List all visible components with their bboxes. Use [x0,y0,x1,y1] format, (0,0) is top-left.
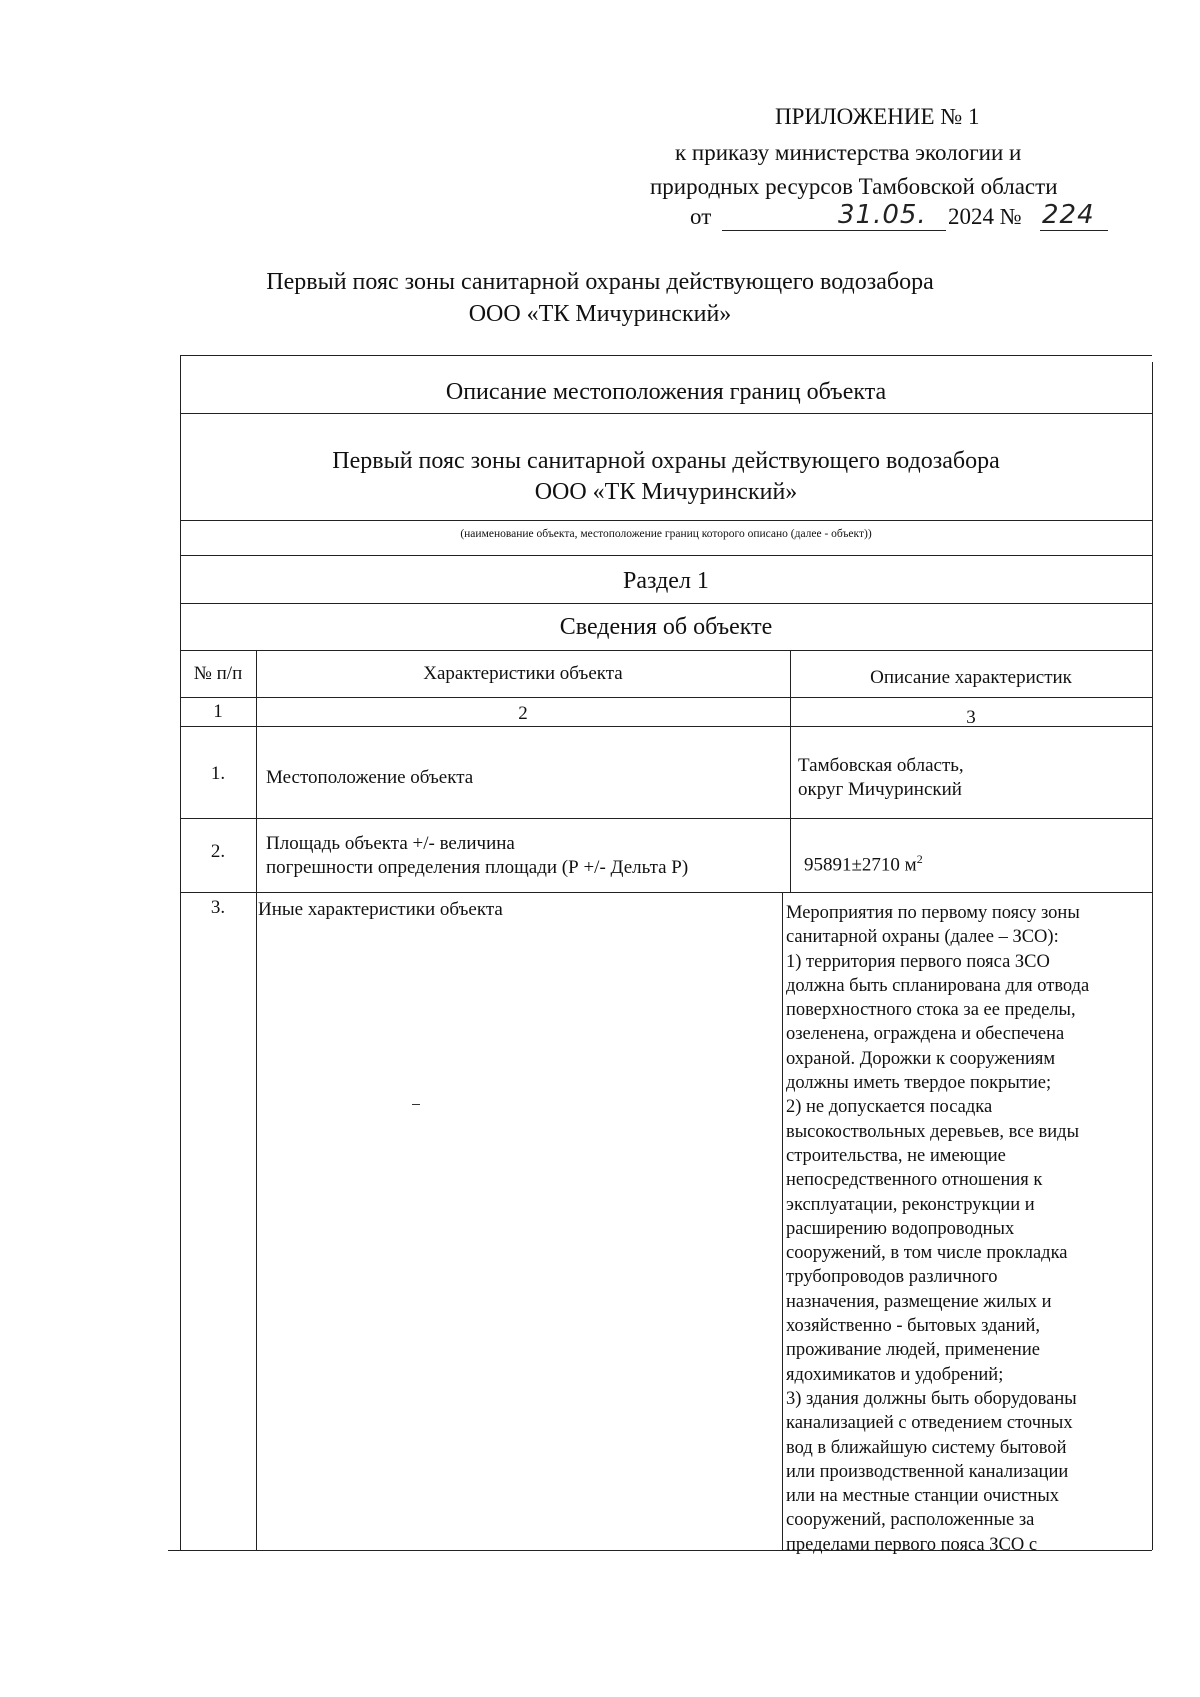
rule-after-row1 [180,818,1152,819]
col-separator-2-lower [782,892,783,1550]
row3-description-line: проживание людей, применение [786,1340,1040,1361]
rule-after-section [180,603,1152,604]
row2-description [804,848,923,876]
row3-description-line: непосредственного отношения к [786,1170,1043,1191]
rule-after-object-name [180,520,1152,521]
row3-description-line: 1) территория первого пояса ЗСО [786,951,1050,972]
handwritten-number: 224 [1042,200,1095,230]
row3-description-line: расширению водопроводных [786,1218,1015,1239]
row3-description-line: Мероприятия по первому поясу зоны [786,903,1080,923]
row3-description-line: сооружений, расположенные за [786,1510,1035,1531]
row3-description-line: сооружений, в том числе прокладка [786,1243,1068,1264]
row3-description [786,901,1152,1557]
table-top-border [180,355,1152,356]
row3-description-line: хозяйственно - бытовых зданий, [786,1316,1041,1337]
table-heading: Описание местоположения границ объекта [445,379,887,405]
date-underline [722,230,946,231]
row3-description-line: или на местные станции очистных [786,1486,1060,1507]
row3-description-line: ядохимикатов и удобрений; [786,1364,1004,1385]
col-header-characteristic: Характеристики объекта [423,663,623,684]
document-title-line1: Первый пояс зоны санитарной охраны действующего водозабора [266,269,934,295]
row1-number: 1. [210,763,226,784]
object-name-line1: Первый пояс зоны санитарной охраны действующего водозабора [332,448,1000,474]
row3-description-line: эксплуатации, реконструкции и [786,1194,1035,1215]
area-unit-superscript: 2 [916,852,923,866]
row3-description-line: трубопроводов различного [786,1267,998,1288]
row3-description-line: должна быть спланирована для отвода [786,975,1090,996]
object-name-caption: (наименование объекта, местоположение границ которого описано (далее - объект)) [460,528,872,540]
row3-number: 3. [210,897,226,918]
appendix-line-ministry: природных ресурсов Тамбовской области [650,174,1058,199]
number-underline [1040,230,1108,231]
rule-after-heading [180,413,1152,414]
row1-description-line1: Тамбовская область, [798,755,964,776]
rule-after-col-headers [180,697,1152,698]
col-number-2: 2 [518,703,528,724]
date-from-label: от [690,204,712,229]
appendix-title: ПРИЛОЖЕНИЕ № 1 [775,104,980,129]
row3-description-line: или производственной канализации [786,1461,1069,1482]
row1-description-line2: округ Мичуринский [798,779,962,800]
row3-description-line: канализацией с отведением сточных [786,1413,1073,1434]
row3-description-line: санитарной охраны (далее – ЗСО): [786,927,1059,948]
row3-description-line: озеленена, ограждена и обеспечена [786,1024,1065,1045]
rule-after-row2 [180,892,1152,893]
document-title-line2: ООО «ТК Мичуринский» [468,301,732,327]
col-separator-1 [256,650,257,1550]
row3-description-line: должны иметь твердое покрытие; [786,1073,1052,1094]
row3-description-line: строительства, не имеющие [786,1145,1006,1166]
col-header-description: Описание характеристик [870,667,1072,688]
handwritten-date: 31.05. [838,200,927,230]
area-value: 95891±2710 м [804,854,917,876]
row1-characteristic: Местоположение объекта [266,767,474,788]
rule-after-caption [180,555,1152,556]
rule-after-section-title [180,650,1152,651]
row3-description-line: охраной. Дорожки к сооружениям [786,1048,1056,1069]
object-name-line2: ООО «ТК Мичуринский» [534,479,798,505]
row3-description-line: поверхностного стока за ее пределы, [786,1000,1076,1021]
col-number-1: 1 [213,701,223,722]
appendix-line-order: к приказу министерства экологии и [675,140,1022,165]
stray-mark [412,1104,420,1105]
section-label: Раздел 1 [623,568,709,594]
row2-number: 2. [210,841,226,862]
col-header-number: № п/п [193,663,243,684]
section-title: Сведения об объекте [559,614,773,640]
row2-characteristic-line1: Площадь объекта +/- величина [266,833,515,854]
row3-description-line: высокоствольных деревьев, все виды [786,1121,1080,1142]
row3-description-line: назначения, размещение жилых и [786,1291,1052,1312]
row3-description-line: 3) здания должны быть оборудованы [786,1388,1077,1409]
row3-description-line: пределами первого пояса ЗСО с [786,1534,1038,1555]
year-and-number-label: 2024 № [948,204,1022,229]
row3-characteristic: Иные характеристики объекта [258,899,503,920]
row3-description-line: 2) не допускается посадка [786,1097,993,1118]
table-right-border [1152,362,1153,1550]
row2-characteristic-line2: погрешности определения площади (Р +/- Дельта Р) [266,857,689,878]
col-number-3: 3 [966,707,976,728]
row3-description-line: вод в ближайшую систему бытовой [786,1437,1067,1458]
